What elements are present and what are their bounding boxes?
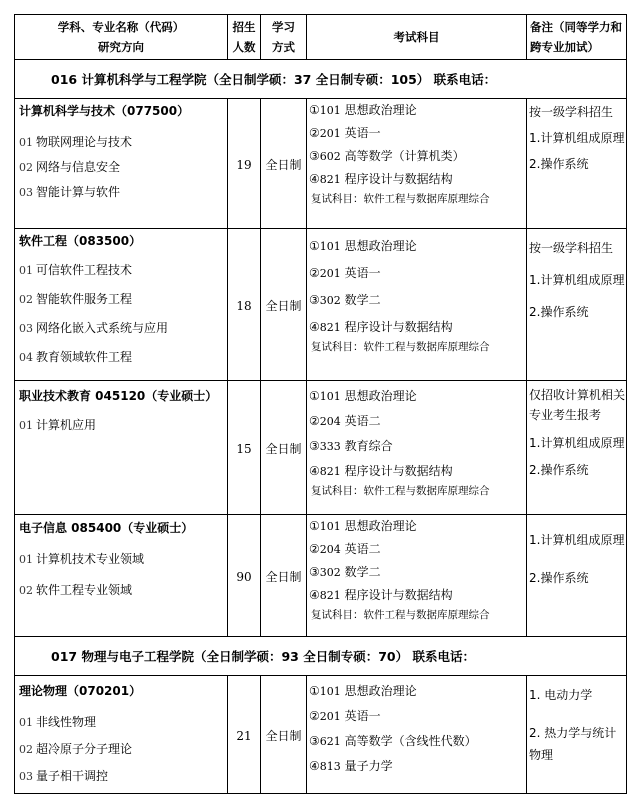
subject-name: 思想政治理论	[344, 684, 417, 698]
header-mode-label-2: 方式	[272, 40, 295, 54]
header-mode-cell	[261, 15, 307, 60]
direction-item	[15, 416, 227, 433]
subject-code: 333	[319, 440, 341, 453]
direction-number: 02	[19, 161, 33, 174]
direction-number: 01	[19, 553, 33, 566]
section-row	[15, 637, 627, 676]
retest-subject: 复试科目：软件工程与数据库原理综合	[311, 341, 490, 353]
subject-item	[307, 124, 526, 141]
note-line: 仅招收计算机相关专业考生报考	[529, 388, 626, 422]
note-line: 1.计算机组成原理	[529, 273, 625, 287]
direction-name: 超冷原子分子理论	[36, 742, 133, 756]
direction-item	[15, 158, 227, 175]
direction-name: 智能软件服务工程	[36, 292, 133, 306]
direction-name: 网络与信息安全	[36, 160, 121, 174]
subject-code: 821	[319, 321, 341, 334]
header-major-cell	[15, 15, 228, 60]
subject-item	[307, 586, 526, 603]
subject-mark: ①	[309, 103, 320, 117]
note-line: 1.计算机组成原理	[529, 436, 625, 450]
subject-name: 思想政治理论	[344, 103, 417, 117]
major-cell	[15, 229, 228, 381]
subject-mark: ③	[309, 439, 320, 453]
study-mode: 全日制	[261, 99, 307, 229]
notes-cell	[527, 99, 627, 229]
note-line: 1.计算机组成原理	[529, 533, 625, 547]
notes-cell	[527, 229, 627, 381]
subject-code: 101	[319, 520, 341, 533]
notes-cell	[527, 515, 627, 637]
note-line: 按一级学科招生	[529, 105, 614, 119]
subject-code: 204	[319, 543, 341, 556]
subject-item	[307, 707, 526, 724]
subject-name: 英语一	[344, 266, 381, 280]
subject-item	[307, 517, 526, 534]
enrollment-count: 19	[228, 99, 261, 229]
direction-item	[15, 133, 227, 150]
note-line: 2.操作系统	[529, 157, 589, 171]
direction-name: 网络化嵌入式系统与应用	[36, 321, 169, 335]
note-line: 1. 电动力学	[529, 688, 593, 702]
direction-item	[15, 261, 227, 278]
notes-cell	[527, 676, 627, 794]
note-line: 1.计算机组成原理	[529, 131, 625, 145]
note-line: 按一级学科招生	[529, 241, 614, 255]
subject-mark: ④	[309, 588, 320, 602]
direction-number: 01	[19, 136, 33, 149]
notes-cell	[527, 381, 627, 515]
subject-item	[307, 291, 526, 308]
table-row	[15, 229, 627, 381]
study-mode: 全日制	[261, 381, 307, 515]
retest-subject: 复试科目：软件工程与数据库原理综合	[311, 193, 490, 205]
table-row	[15, 676, 627, 794]
subject-code: 621	[319, 735, 341, 748]
subjects-cell	[307, 381, 527, 515]
direction-item	[15, 348, 227, 365]
direction-item	[15, 290, 227, 307]
direction-number: 02	[19, 743, 33, 756]
direction-number: 02	[19, 293, 33, 306]
subject-mark: ③	[309, 565, 320, 579]
direction-item	[15, 767, 227, 784]
direction-name: 计算机技术专业领域	[36, 552, 145, 566]
subject-code: 201	[319, 127, 341, 140]
subject-item	[307, 732, 526, 749]
subject-mark: ②	[309, 542, 320, 556]
subject-item	[307, 540, 526, 557]
enrollment-count: 15	[228, 381, 261, 515]
note-line: 2.操作系统	[529, 571, 589, 585]
subject-item	[307, 682, 526, 699]
header-subjects-label: 考试科目	[393, 30, 440, 44]
subject-mark: ①	[309, 519, 320, 533]
subject-item	[307, 563, 526, 580]
subject-name: 数学二	[344, 293, 381, 307]
direction-item	[15, 740, 227, 757]
subjects-cell	[307, 229, 527, 381]
subject-name: 英语一	[344, 709, 381, 723]
major-cell	[15, 515, 228, 637]
subject-mark: ②	[309, 414, 320, 428]
subject-mark: ③	[309, 149, 320, 163]
direction-number: 01	[19, 419, 33, 432]
subject-item	[307, 437, 526, 454]
subject-name: 思想政治理论	[344, 389, 417, 403]
header-count-label-2: 人数	[232, 40, 256, 54]
subjects-cell	[307, 99, 527, 229]
subject-code: 201	[319, 710, 341, 723]
subject-name: 量子力学	[344, 759, 393, 773]
direction-item	[15, 550, 227, 567]
note-line: 2.操作系统	[529, 305, 589, 319]
subject-name: 高等数学（含线性代数）	[344, 734, 477, 748]
section-row	[15, 60, 627, 99]
subject-code: 302	[319, 294, 341, 307]
enrollment-count: 90	[228, 515, 261, 637]
subject-mark: ②	[309, 709, 320, 723]
header-direction-label: 研究方向	[98, 40, 144, 54]
header-major-label: 学科、专业名称（代码）	[57, 20, 185, 34]
subject-item	[307, 101, 526, 118]
header-subjects-cell	[307, 15, 527, 60]
subject-mark: ④	[309, 759, 320, 773]
direction-number: 03	[19, 770, 33, 783]
subjects-cell	[307, 676, 527, 794]
direction-item	[15, 581, 227, 598]
subject-item	[307, 757, 526, 774]
enrollment-count: 18	[228, 229, 261, 381]
subject-name: 数学二	[344, 565, 381, 579]
subject-name: 程序设计与数据结构	[344, 320, 453, 334]
subject-item	[307, 387, 526, 404]
table-row	[15, 381, 627, 515]
subject-item	[307, 147, 526, 164]
subject-mark: ④	[309, 172, 320, 186]
study-mode: 全日制	[261, 229, 307, 381]
table-header-row	[15, 15, 627, 60]
subject-code: 101	[319, 390, 341, 403]
major-cell	[15, 676, 228, 794]
subject-item	[307, 264, 526, 281]
section-title: 017 物理与电子工程学院（全日制学硕：93 全日制专硕：70） 联系电话：	[15, 637, 627, 676]
subject-name: 英语二	[344, 542, 381, 556]
direction-number: 04	[19, 351, 33, 364]
direction-number: 03	[19, 186, 33, 199]
subject-mark: ②	[309, 266, 320, 280]
subject-name: 程序设计与数据结构	[344, 172, 453, 186]
direction-item	[15, 183, 227, 200]
enrollment-count: 21	[228, 676, 261, 794]
direction-number: 02	[19, 584, 33, 597]
direction-name: 量子相干调控	[36, 769, 109, 783]
study-mode: 全日制	[261, 676, 307, 794]
table-row	[15, 515, 627, 637]
subject-mark: ④	[309, 464, 320, 478]
subject-code: 101	[319, 240, 341, 253]
subject-name: 程序设计与数据结构	[344, 464, 453, 478]
major-name: 理论物理（070201）	[19, 684, 142, 698]
major-name: 职业技术教育 045120（专业硕士）	[19, 389, 218, 403]
subject-name: 教育综合	[344, 439, 393, 453]
header-mode-label-1: 学习	[272, 20, 295, 34]
major-name: 软件工程（083500）	[19, 234, 142, 248]
major-name: 电子信息 085400（专业硕士）	[19, 521, 194, 535]
subject-name: 高等数学（计算机类）	[344, 149, 465, 163]
subject-code: 602	[319, 150, 341, 163]
major-cell	[15, 99, 228, 229]
direction-number: 01	[19, 716, 33, 729]
header-notes-cell	[527, 15, 627, 60]
direction-item	[15, 319, 227, 336]
subject-mark: ②	[309, 126, 320, 140]
subject-item	[307, 462, 526, 479]
subject-code: 821	[319, 589, 341, 602]
header-count-label-1: 招生	[232, 20, 256, 34]
subjects-cell	[307, 515, 527, 637]
direction-number: 01	[19, 264, 33, 277]
major-name: 计算机科学与技术（077500）	[19, 104, 190, 118]
direction-name: 可信软件工程技术	[36, 263, 133, 277]
study-mode: 全日制	[261, 515, 307, 637]
header-notes-label-1: 备注（同等学力和	[530, 20, 622, 34]
subject-code: 302	[319, 566, 341, 579]
header-notes-label-2: 跨专业加试）	[530, 40, 599, 54]
subject-code: 821	[319, 173, 341, 186]
subject-name: 思想政治理论	[344, 519, 417, 533]
subject-item	[307, 412, 526, 429]
subject-name: 英语一	[344, 126, 381, 140]
direction-item	[15, 713, 227, 730]
direction-name: 计算机应用	[36, 418, 97, 432]
subject-code: 204	[319, 415, 341, 428]
subject-item	[307, 318, 526, 335]
direction-number: 03	[19, 322, 33, 335]
subject-mark: ①	[309, 239, 320, 253]
subject-code: 201	[319, 267, 341, 280]
subject-item	[307, 237, 526, 254]
direction-name: 软件工程专业领域	[36, 583, 133, 597]
subject-mark: ①	[309, 389, 320, 403]
subject-mark: ④	[309, 320, 320, 334]
major-cell	[15, 381, 228, 515]
retest-subject: 复试科目：软件工程与数据库原理综合	[311, 609, 490, 621]
subject-code: 101	[319, 685, 341, 698]
header-count-cell	[228, 15, 261, 60]
subject-mark: ③	[309, 293, 320, 307]
table-row	[15, 99, 627, 229]
subject-name: 思想政治理论	[344, 239, 417, 253]
direction-name: 智能计算与软件	[36, 185, 121, 199]
retest-subject: 复试科目：软件工程与数据库原理综合	[311, 485, 490, 497]
subject-name: 英语二	[344, 414, 381, 428]
subject-code: 101	[319, 104, 341, 117]
direction-name: 非线性物理	[36, 715, 97, 729]
section-title: 016 计算机科学与工程学院（全日制学硕：37 全日制专硕：105） 联系电话：	[15, 60, 627, 99]
direction-name: 物联网理论与技术	[36, 135, 133, 149]
note-line: 2.操作系统	[529, 463, 589, 477]
subject-code: 821	[319, 465, 341, 478]
subject-item	[307, 170, 526, 187]
note-line: 2. 热力学与统计物理	[529, 726, 617, 762]
subject-mark: ①	[309, 684, 320, 698]
subject-code: 813	[319, 760, 341, 773]
subject-mark: ③	[309, 734, 320, 748]
direction-name: 教育领域软件工程	[36, 350, 133, 364]
admissions-table	[14, 14, 627, 794]
subject-name: 程序设计与数据结构	[344, 588, 453, 602]
